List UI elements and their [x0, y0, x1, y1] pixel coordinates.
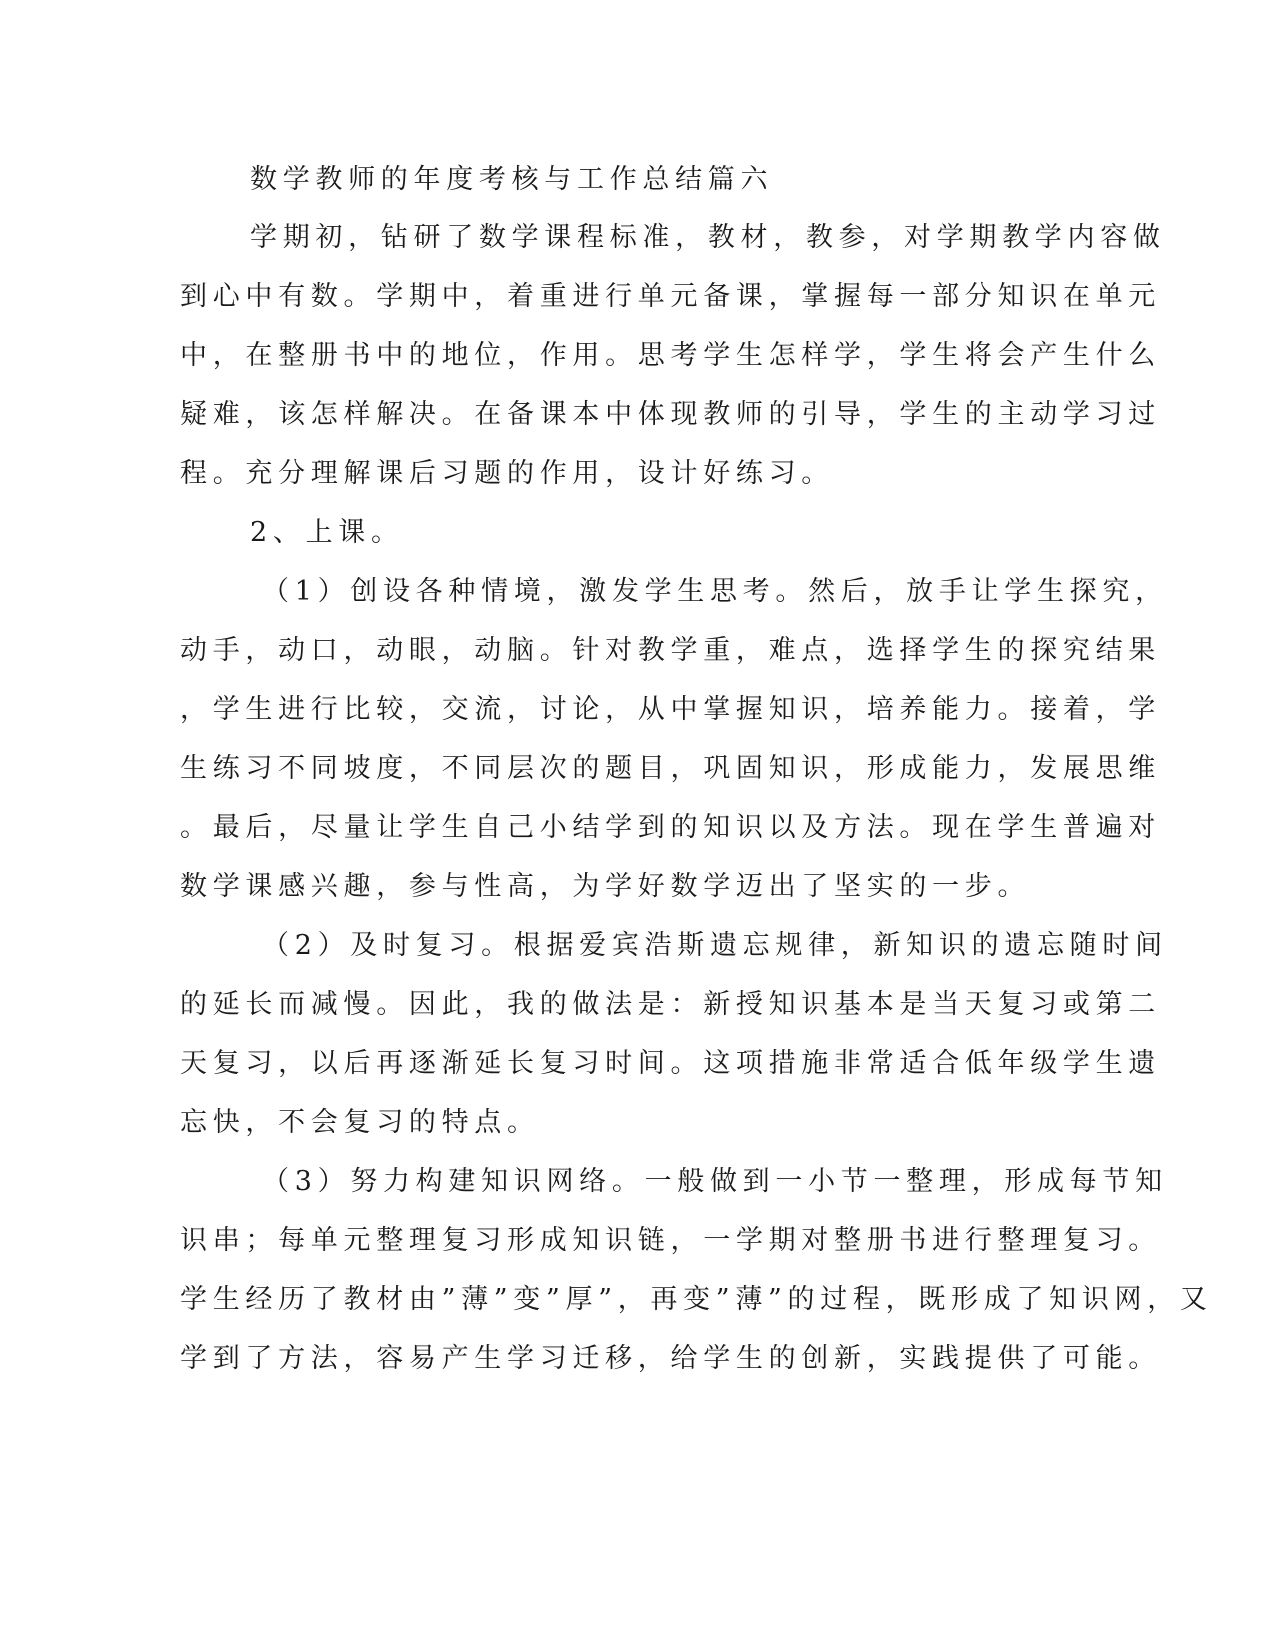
paragraph-3-line-6: 数学课感兴趣，参与性高，为学好数学迈出了坚实的一步。 [180, 871, 1031, 902]
paragraph-4-line-3: 天复习，以后再逐渐延长复习时间。这项措施非常适合低年级学生遗 [180, 1048, 1161, 1079]
paragraph-1-line-5: 程。充分理解课后习题的作用，设计好练习。 [180, 458, 834, 489]
paragraph-3-line-3: ，学生进行比较，交流，讨论，从中掌握知识，培养能力。接着，学 [180, 694, 1161, 725]
paragraph-5-line-4: 学到了方法，容易产生学习迁移，给学生的创新，实践提供了可能。 [180, 1343, 1161, 1374]
paragraph-1-line-2: 到心中有数。学期中，着重进行单元备课，掌握每一部分知识在单元 [180, 281, 1161, 312]
paragraph-1-line-1: 学期初，钻研了数学课程标准，教材，教参，对学期教学内容做 [250, 222, 1166, 253]
paragraph-1-line-3: 中，在整册书中的地位，作用。思考学生怎样学，学生将会产生什么 [180, 340, 1161, 371]
paragraph-3-line-4: 生练习不同坡度，不同层次的题目，巩固知识，形成能力，发展思维 [180, 753, 1161, 784]
paragraph-3-line-2: 动手，动口，动眼，动脑。针对教学重，难点，选择学生的探究结果 [180, 635, 1161, 666]
paragraph-4-line-2: 的延长而减慢。因此，我的做法是：新授知识基本是当天复习或第二 [180, 989, 1161, 1020]
paragraph-5-line-2: 识串；每单元整理复习形成知识链，一学期对整册书进行整理复习。 [180, 1225, 1161, 1256]
paragraph-4-line-1: （2）及时复习。根据爱宾浩斯遗忘规律，新知识的遗忘随时间 [262, 930, 1168, 961]
paragraph-3-line-5: 。最后，尽量让学生自己小结学到的知识以及方法。现在学生普遍对 [180, 812, 1161, 843]
section-heading-class: 2、上课。 [250, 517, 404, 548]
paragraph-5-line-1: （3）努力构建知识网络。一般做到一小节一整理，形成每节知 [262, 1166, 1168, 1197]
paragraph-1-line-4: 疑难，该怎样解决。在备课本中体现教师的引导，学生的主动学习过 [180, 399, 1161, 430]
paragraph-4-line-4: 忘快，不会复习的特点。 [180, 1107, 540, 1138]
document-title: 数学教师的年度考核与工作总结篇六 [250, 164, 774, 195]
paragraph-5-line-3: 学生经历了教材由”薄”变”厚”，再变”薄”的过程，既形成了知识网，又 [180, 1284, 1213, 1315]
paragraph-3-line-1: （1）创设各种情境，激发学生思考。然后，放手让学生探究， [262, 576, 1168, 607]
